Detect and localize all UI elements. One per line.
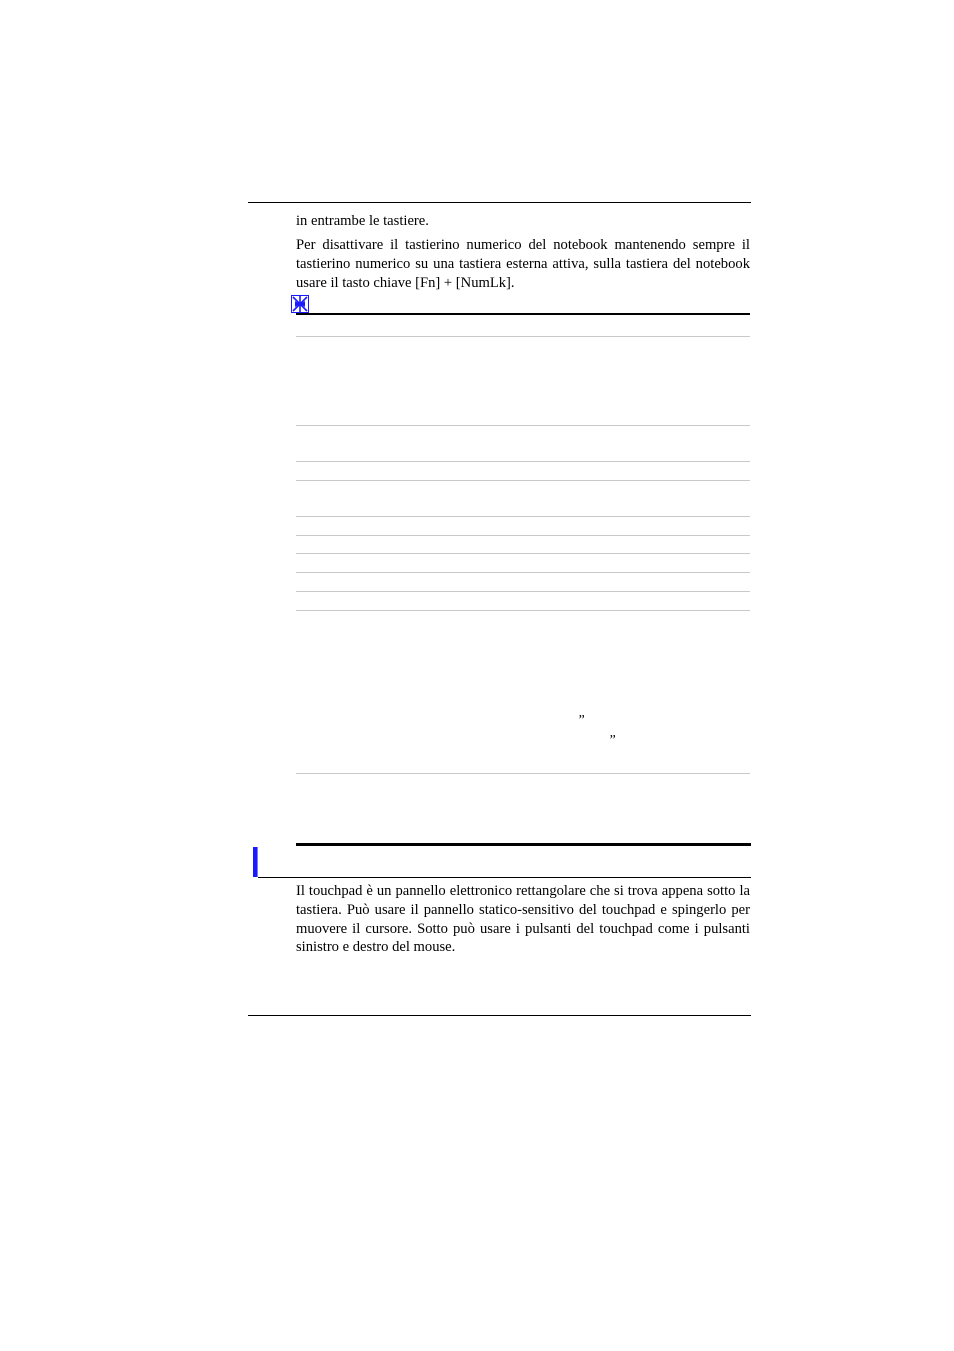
table-row-divider xyxy=(296,461,750,462)
table-row-divider xyxy=(296,480,750,481)
table-row-divider xyxy=(296,425,750,426)
section-top-rule xyxy=(296,843,751,846)
table-row-divider xyxy=(296,336,750,337)
section-bottom-rule xyxy=(258,877,751,878)
table-row-divider xyxy=(296,572,750,573)
table-row-divider xyxy=(296,610,750,611)
paragraph-numlock: Per disattivare il tastierino numerico del notebook mantenendo sempre il tastierino numerico su una tastiera esterna attiva, sulla tastiera del notebook usare il tasto chiave [Fn] + [NumLk]. xyxy=(296,237,750,291)
note-top-rule xyxy=(296,313,750,315)
section-accent-bar-shade xyxy=(257,847,258,877)
table-quote-mark: ” xyxy=(577,713,585,728)
table-row-divider xyxy=(296,535,750,536)
table-row-divider xyxy=(296,553,750,554)
table-quote-mark: ” xyxy=(608,733,616,748)
table-row-divider xyxy=(296,516,750,517)
page-header-rule xyxy=(248,202,751,203)
table-bottom-rule xyxy=(296,773,750,774)
paragraph-intro: in entrambe le tastiere. xyxy=(296,213,429,229)
note-star-icon xyxy=(291,295,309,313)
table-row-divider xyxy=(296,591,750,592)
paragraph-touchpad: Il touchpad è un pannello elettronico rettangolare che si trova appena sotto la tastiera. Può usare il pannello statico-sensitivo del touchpad e spingerlo per muovere il cursore. Sotto può usare i pulsanti del touchpad come i pulsanti sinistro e destro del mouse. xyxy=(296,883,750,956)
page-footer-rule xyxy=(248,1015,751,1016)
